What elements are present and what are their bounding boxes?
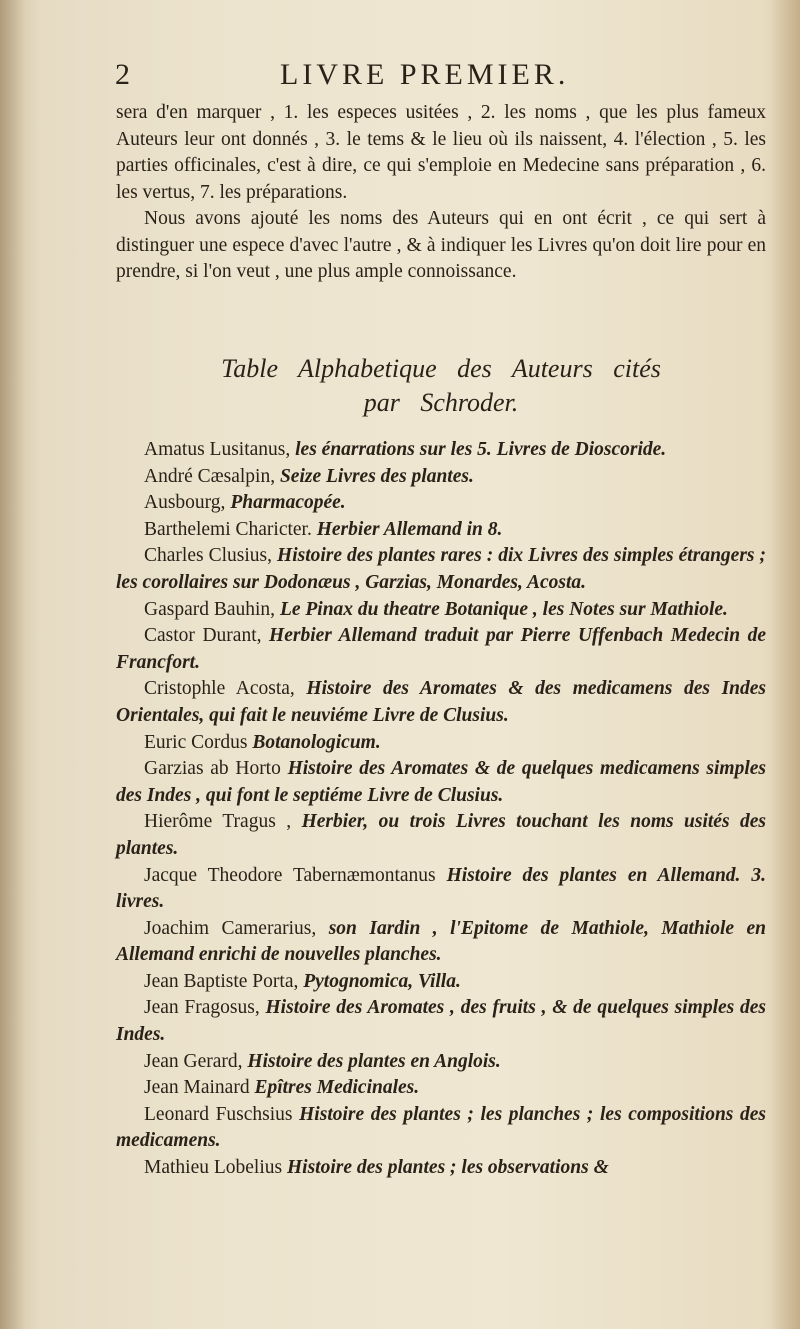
entry-author: Barthelemi Charicter. [144, 518, 312, 540]
list-item [116, 969, 766, 996]
entry-works: Herbier Allemand in 8. [316, 518, 503, 540]
entry-author: Gaspard Bauhin, [144, 598, 276, 620]
entry-works: les énarrations sur les 5. Livres de Dioscoride. [295, 439, 667, 460]
list-item [116, 809, 766, 862]
list-item [116, 730, 766, 757]
entry-author: Jean Mainard [144, 1077, 250, 1099]
entry-works: Histoire des Aromates & des medicamens des Indes Orientales, qui fait le neuviéme Livre de Clusius. [116, 678, 767, 726]
entry-works: Histoire des plantes en Anglois. [247, 1050, 501, 1072]
page-edge-shadow [770, 0, 800, 1329]
entry-author: Hierôme Tragus , [144, 811, 292, 833]
entry-works: Histoire des Aromates & de quelques medicamens simples des Indes , qui font le septiéme Livre de Clusius. [116, 758, 766, 806]
list-item [116, 464, 766, 491]
list-item [116, 756, 766, 809]
entry-author: Euric Cordus [144, 731, 248, 753]
intro-text [116, 100, 766, 286]
entry-works: Botanologicum. [252, 731, 381, 753]
entry-works: Pharmacopée. [230, 492, 346, 514]
table-title-line-1: Table Alphabetique des Auteurs cités [221, 354, 661, 383]
running-title: LIVRE PREMIER. [280, 58, 570, 91]
entry-works: son Iardin , l'Epitome de Mathiole, Mathiole en Allemand enrichi de nouvelles planches. [116, 917, 766, 966]
entry-author: Charles Clusius, [144, 545, 272, 567]
list-item [116, 1102, 766, 1155]
list-item [116, 623, 766, 676]
entry-works: Le Pinax du theatre Botanique , les Notes sur Mathiole. [279, 598, 728, 620]
paragraph-2: Nous avons ajouté les noms des Auteurs qui en ont écrit , ce qui sert à distinguer une espece d'avec l'autre , & à indiquer les Livres qu'on doit lire pour en prendre, si l'on veut , une plus ample connoissance. [116, 208, 766, 282]
list-item [116, 995, 766, 1048]
entry-author: Amatus Lusitanus, [144, 439, 291, 460]
list-item [116, 1049, 766, 1076]
entry-works: Histoire des plantes ; les observations & [286, 1157, 609, 1179]
entry-author: Jacque Theodore Tabernæmontanus [144, 864, 436, 886]
author-list [116, 437, 766, 1182]
entry-works: Histoire des plantes rares : dix Livres des simples étrangers ; les corollaires sur Dodonæus , Garzias, Monardes, Acosta. [116, 545, 767, 593]
entry-works: Seize Livres des plantes. [279, 465, 474, 487]
entry-works: Histoire des plantes en Allemand. 3. livres. [116, 864, 766, 913]
paragraph-1: sera d'en marquer , 1. les especes usitées , 2. les noms , que les plus fameux Auteurs leur ont donnés , 3. le tems & le lieu où ils naissent, 4. l'élection , 5. les parties officinales, c'est à dire, ce qui s'emploie en Medecine sans préparation , 6. les vertus, 7. les préparations. [116, 102, 766, 203]
entry-author: Ausbourg, [144, 492, 226, 514]
list-item [116, 517, 766, 544]
entry-author: Jean Baptiste Porta, [144, 970, 299, 992]
entry-author: Castor Durant, [144, 625, 262, 647]
entry-author: Cristophle Acosta, [144, 678, 295, 700]
entry-works: Pytognomica, Villa. [303, 970, 461, 992]
entry-author: André Cæsalpin, [144, 465, 276, 487]
entry-works: Histoire des plantes ; les planches ; les compositions des medicamens. [116, 1103, 766, 1152]
list-item [116, 916, 766, 969]
entry-works: Herbier Allemand traduit par Pierre Uffenbach Medecin de Francfort. [116, 625, 766, 673]
gutter-shadow [0, 0, 24, 1329]
entry-author: Leonard Fuschsius [144, 1103, 293, 1125]
table-title [116, 352, 766, 420]
entry-author: Garzias ab Horto [144, 758, 281, 780]
entry-author: Joachim Camerarius, [144, 917, 317, 939]
entry-author: Jean Fragosus, [144, 997, 260, 1019]
table-title-line-2: par Schroder. [363, 388, 519, 417]
list-item [116, 543, 766, 596]
list-item [116, 1155, 766, 1182]
entry-works: Histoire des Aromates , des fruits , & de quelques simples des Indes. [116, 997, 767, 1046]
list-item [116, 597, 766, 624]
entry-author: Jean Gerard, [144, 1050, 243, 1072]
entry-author: Mathieu Lobelius [144, 1157, 283, 1179]
list-item [116, 437, 766, 464]
entry-works: Epîtres Medicinales. [254, 1077, 420, 1099]
list-item [116, 676, 766, 729]
page-number: 2 [115, 58, 130, 91]
list-item [116, 863, 766, 916]
list-item [116, 1075, 766, 1102]
entry-works: Herbier, ou trois Livres touchant les noms usités des plantes. [116, 811, 766, 859]
list-item [116, 490, 766, 517]
page-header [115, 58, 765, 98]
